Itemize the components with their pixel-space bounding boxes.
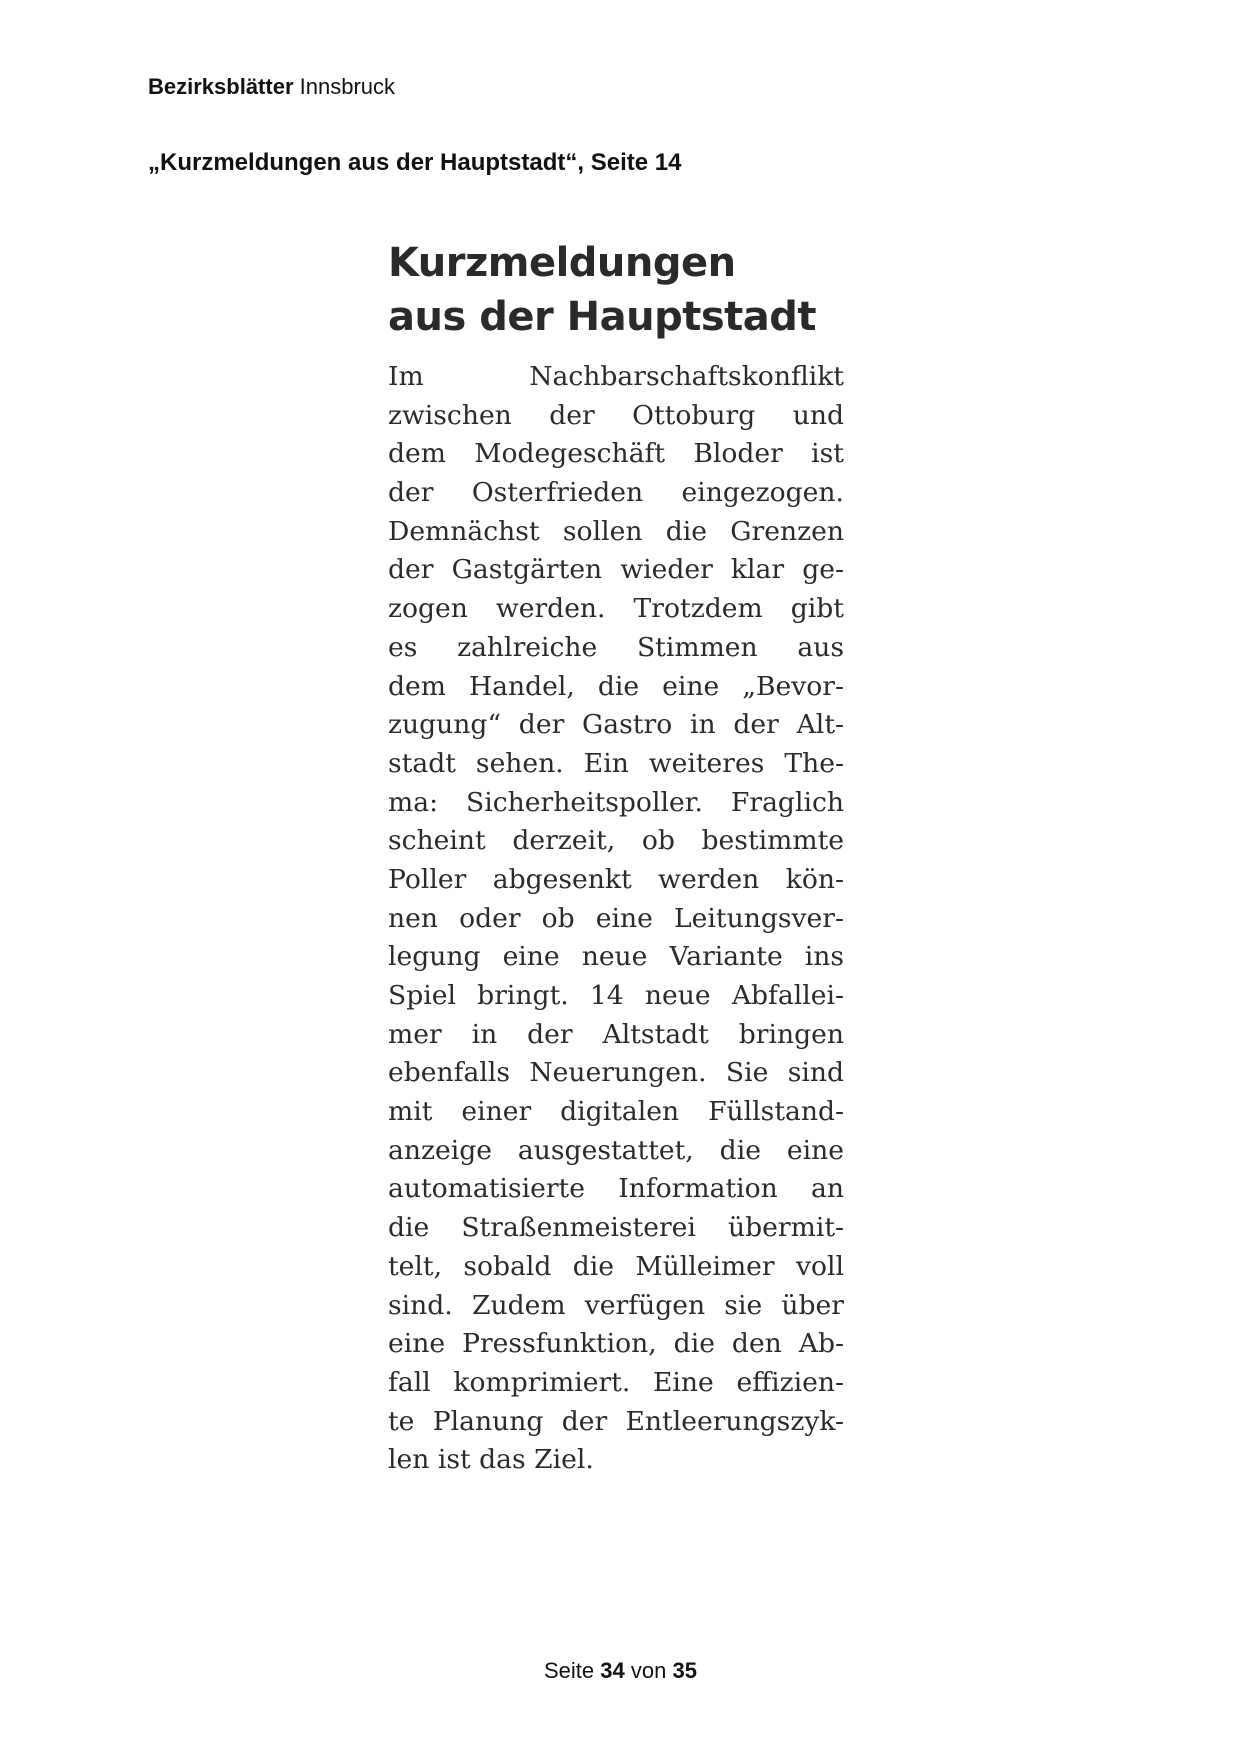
publication-name: Bezirksblätter: [148, 74, 294, 99]
page-separator: von: [630, 1658, 667, 1683]
headline-line-1: Kurzmeldungen: [388, 240, 736, 286]
body-line: ma: Sicherheitspoller. Fraglich: [388, 786, 844, 818]
body-line: zugung“ der Gastro in der Alt-: [388, 709, 844, 741]
body-line: Im Nachbarschaftskonflikt: [388, 361, 844, 392]
body-line: fall komprimiert. Eine effizien-: [388, 1366, 844, 1398]
body-line: Poller abgesenkt werden kön-: [388, 863, 844, 895]
body-line: scheint derzeit, ob bestimmte: [388, 825, 844, 857]
body-line: automatisierte Information an: [388, 1173, 844, 1205]
body-line: eine Pressfunktion, die den Ab-: [388, 1328, 844, 1360]
current-page-number: 34: [600, 1658, 625, 1683]
body-line: anzeige ausgestattet, die eine: [388, 1134, 844, 1166]
body-line: zogen werden. Trotzdem gibt: [388, 593, 844, 625]
body-line: te Planung der Entleerungszyk-: [388, 1405, 844, 1437]
body-line: sind. Zudem verfügen sie über: [388, 1289, 844, 1321]
article-headline: [388, 236, 844, 344]
publication-city: Innsbruck: [299, 74, 396, 99]
body-line: stadt sehen. Ein weiteres The-: [388, 747, 844, 779]
body-line: telt, sobald die Mülleimer voll: [388, 1250, 844, 1282]
article-clipping: [388, 236, 844, 1480]
body-line: der Gastgärten wieder klar ge-: [388, 554, 844, 586]
body-line: nen oder ob eine Leitungsver-: [388, 902, 844, 934]
body-line: legung eine neue Variante ins: [388, 941, 844, 973]
page-label: Seite: [544, 1658, 595, 1683]
total-page-count: 35: [672, 1658, 697, 1683]
body-line: Demnächst sollen die Grenzen: [388, 515, 844, 547]
body-line: zwischen der Ottoburg und: [388, 399, 844, 431]
body-line: die Straßenmeisterei übermit-: [388, 1212, 844, 1244]
body-line: len ist das Ziel.: [388, 1444, 594, 1476]
body-line: Spiel bringt. 14 neue Abfallei-: [388, 980, 844, 1011]
publication-header: [148, 74, 395, 100]
body-line: es zahlreiche Stimmen aus: [388, 631, 844, 663]
body-line: dem Handel, die eine „Bevor-: [388, 670, 844, 702]
headline-line-2: aus der Hauptstadt: [388, 294, 816, 340]
body-line: der Osterfrieden eingezogen.: [388, 477, 844, 509]
body-line: mit einer digitalen Füllstand-: [388, 1096, 844, 1128]
article-reference: „Kurzmeldungen aus der Hauptstadt“, Seite 14: [148, 149, 682, 176]
body-line: mer in der Altstadt bringen: [388, 1018, 844, 1050]
body-line: dem Modegeschäft Bloder ist: [388, 438, 844, 470]
body-line: ebenfalls Neuerungen. Sie sind: [388, 1057, 844, 1089]
page-footer: [0, 1658, 1241, 1684]
article-body: [388, 358, 844, 1480]
